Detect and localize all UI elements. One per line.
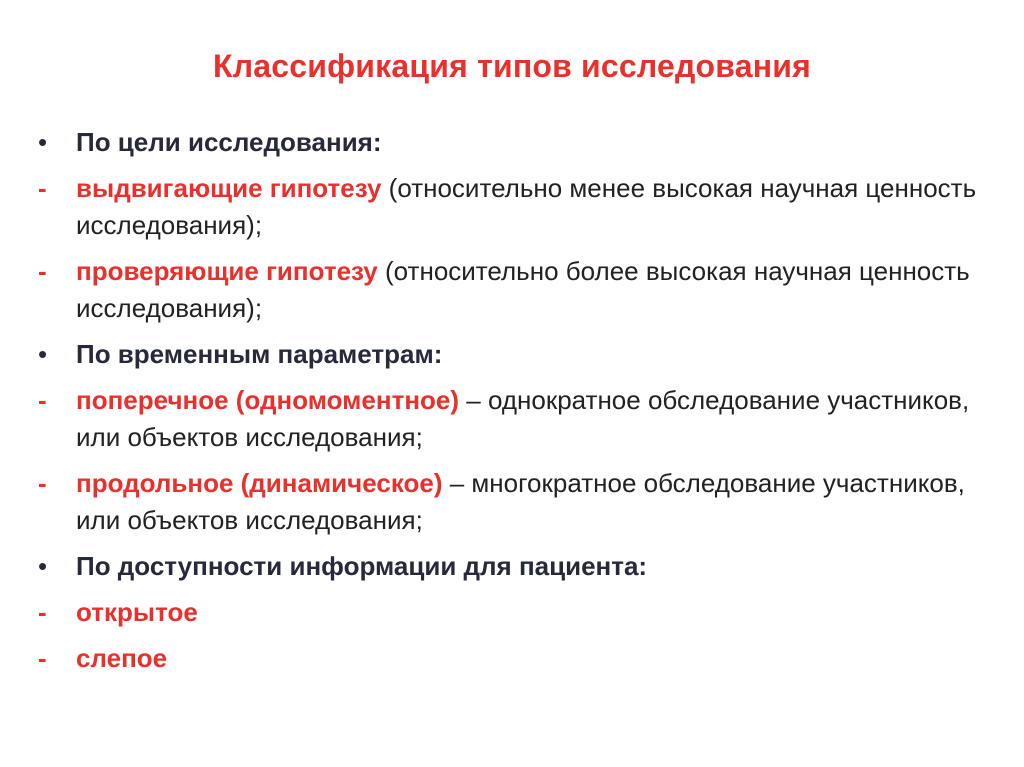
item-description: – многократное обследование участников, или объектов исследования;: [76, 468, 965, 535]
list-item: [38, 253, 998, 327]
section-heading-text: По цели исследования:: [76, 127, 382, 157]
dash-marker: -: [38, 643, 47, 673]
list-item: [38, 465, 998, 539]
item-description: (относительно более высокая научная ценность исследования);: [76, 256, 970, 323]
item-term: поперечное (одномоментное): [76, 385, 460, 415]
slide-title: Классификация типов исследования: [212, 48, 812, 84]
item-term: выдвигающие гипотезу: [76, 173, 382, 203]
dash-marker: -: [38, 173, 47, 203]
section-heading-text: По временным параметрам:: [76, 339, 443, 369]
item-description: (относительно менее высокая научная ценность исследования);: [76, 173, 977, 240]
item-term: продольное (динамическое): [76, 468, 443, 498]
dash-marker: -: [38, 385, 47, 415]
dash-marker: -: [38, 468, 47, 498]
bullet-marker: •: [38, 551, 48, 581]
section-heading-access: [38, 548, 998, 585]
section-heading-text: По доступности информации для пациента:: [76, 551, 648, 581]
section-heading-goal: [38, 124, 998, 161]
dash-marker: -: [38, 256, 47, 286]
list-item: [38, 640, 998, 677]
section-heading-time: [38, 336, 998, 373]
dash-marker: -: [38, 597, 47, 627]
item-term: проверяющие гипотезу: [76, 256, 378, 286]
item-description: – однократное обследование участников, или объектов исследования;: [76, 385, 970, 452]
list-item: [38, 594, 998, 631]
list-item: [38, 382, 998, 456]
list-item: [38, 170, 998, 244]
item-term: открытое: [76, 597, 198, 627]
slide-content: [38, 124, 998, 686]
bullet-marker: •: [38, 339, 48, 369]
item-term: слепое: [76, 643, 168, 673]
bullet-marker: •: [38, 127, 48, 157]
